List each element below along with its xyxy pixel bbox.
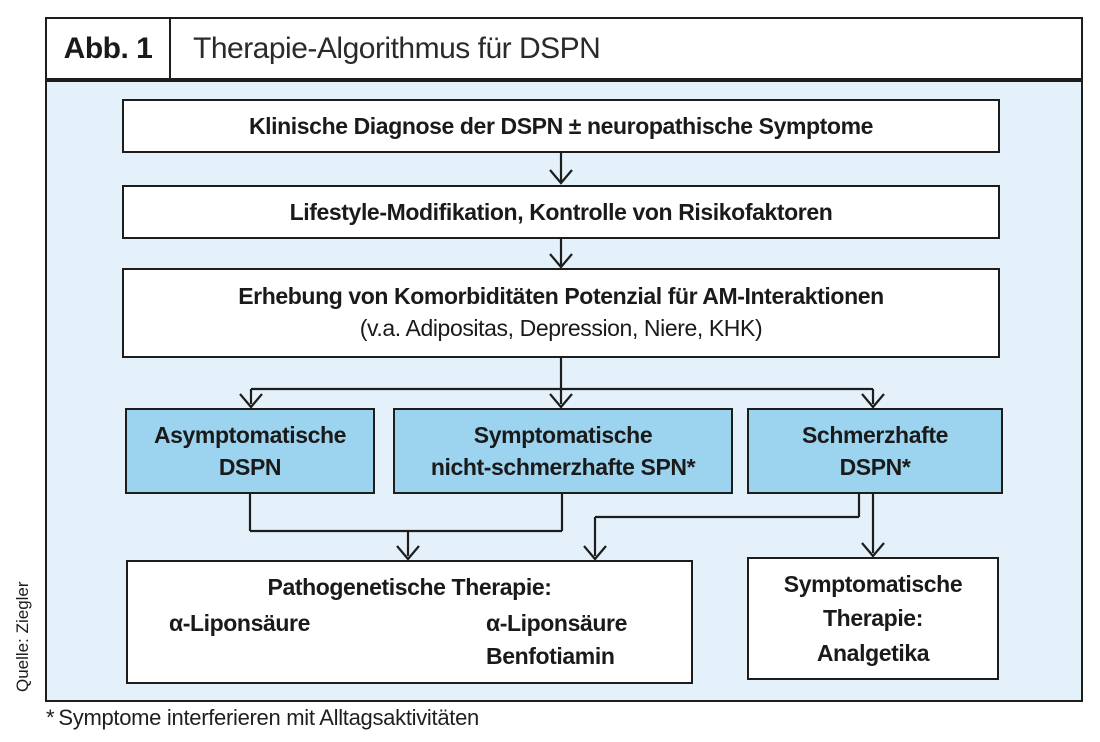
branch-asymptomatic-line2: DSPN (218, 454, 282, 480)
node-lifestyle-modification-label: Lifestyle-Modifikation, Kontrolle von Risikofaktoren (289, 198, 833, 225)
node-lifestyle-modification (122, 185, 1000, 239)
symptomatic-therapy-line2: Therapie: (823, 605, 923, 632)
branch-asymptomatic-line1: Asymptomatische (153, 421, 347, 448)
pathogenetic-option-alpha-lipoic-acid: α-Liponsäure (169, 610, 310, 636)
branch-nonpainful-line2: nicht-schmerzhafte SPN* (430, 454, 696, 480)
figure-title: Therapie-Algorithmus für DSPN (193, 31, 601, 65)
source-credit: Quelle: Ziegler (13, 581, 32, 692)
symptomatic-therapy-line3: Analgetika (816, 639, 930, 666)
branch-painful-dspn (747, 408, 1003, 494)
branch-nonpainful-line1: Symptomatische (473, 421, 653, 448)
pathogenetic-therapy-title: Pathogenetische Therapie: (267, 574, 552, 600)
node-comorbidity-title: Erhebung von Komorbiditäten Potenzial für AM-Interaktionen (238, 283, 884, 310)
node-clinical-diagnosis-label: Klinische Diagnose der DSPN ± neuropathische Symptome (248, 112, 874, 139)
node-symptomatic-therapy (747, 557, 999, 680)
branch-asymptomatic-dspn (125, 408, 375, 494)
node-pathogenetic-therapy (126, 560, 693, 684)
branch-painful-line1: Schmerzhafte (801, 421, 949, 448)
figure-label: Abb. 1 (47, 19, 171, 78)
pathogenetic-option-right-line2: Benfotiamin (486, 643, 615, 670)
branch-painful-line2: DSPN* (839, 454, 911, 480)
branch-symptomatic-nonpainful-spn (393, 408, 733, 494)
pathogenetic-option-right-line1: α-Liponsäure (486, 610, 627, 636)
figure-header (45, 17, 1083, 80)
symptomatic-therapy-line1: Symptomatische (783, 570, 963, 597)
node-clinical-diagnosis (122, 99, 1000, 153)
node-comorbidity-subtitle: (v.a. Adipositas, Depression, Niere, KHK) (359, 315, 763, 341)
footnote: * Symptome interferieren mit Alltagsaktivitäten (46, 705, 479, 730)
pathogenetic-option-combination (486, 607, 627, 674)
node-comorbidity-assessment (122, 268, 1000, 358)
